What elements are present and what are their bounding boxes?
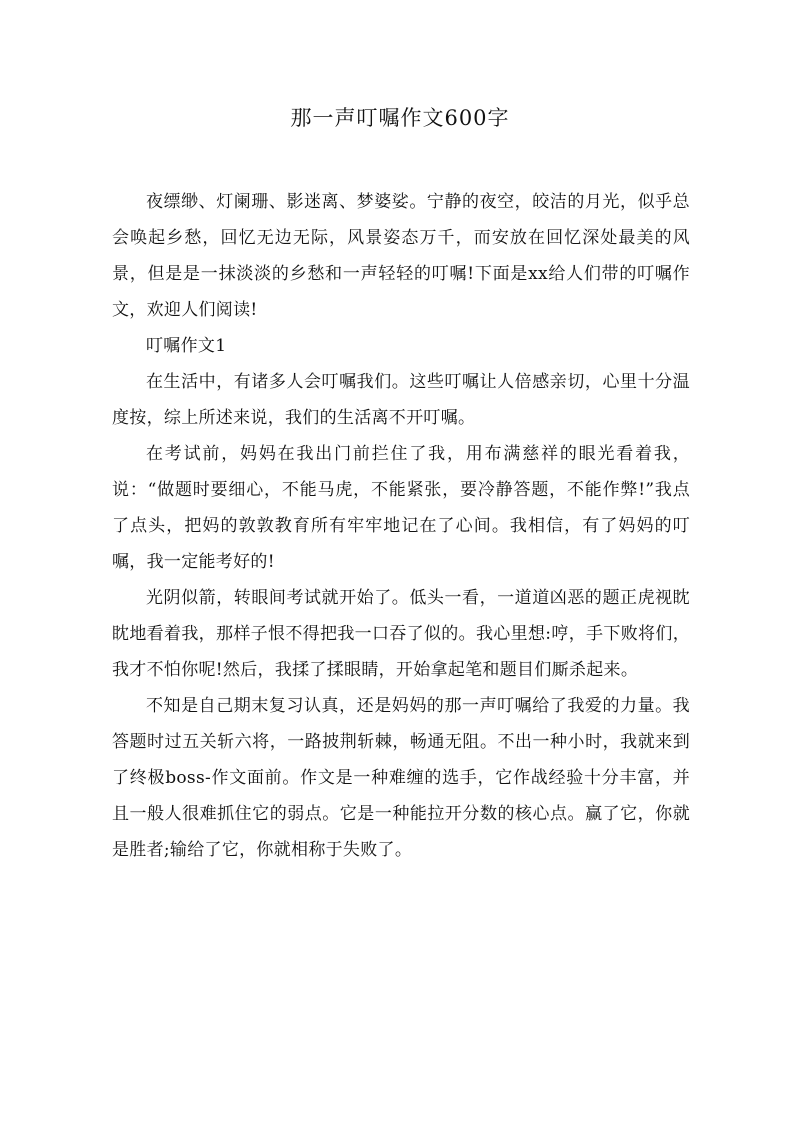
section-heading: 叮嘱作文1 [146, 336, 227, 356]
paragraph: 在考试前，妈妈在我出门前拦住了我，用布满慈祥的眼光看着我，说：“做题时要细心，不能马虎，不能紧张，要冷静答题，不能作弊!”我点了点头，把妈的敦敦教育所有牢牢地记在了心间。我相信，有了妈妈的叮嘱，我一定能考好的! [112, 444, 690, 572]
paragraph-intro: 夜缥缈、灯阑珊、影迷离、梦婆娑。宁静的夜空，皎洁的月光，似乎总会唤起乡愁，回忆无边无际，风景姿态万千，而安放在回忆深处最美的风景，但是是一抹淡淡的乡愁和一声轻轻的叮嘱!下面是xx给人们带的叮嘱作文，欢迎人们阅读! [112, 192, 690, 320]
document-title: 那一声叮嘱作文600字 [290, 106, 510, 130]
paragraph: 光阴似箭，转眼间考试就开始了。低头一看，一道道凶恶的题正虎视眈眈地看着我，那样子恨不得把我一口吞了似的。我心里想:哼，手下败将们，我才不怕你呢!然后，我揉了揉眼睛，开始拿起笔和题目们厮杀起来。 [112, 588, 690, 680]
document-body [112, 184, 690, 868]
paragraph: 不知是自己期末复习认真，还是妈妈的那一声叮嘱给了我爱的力量。我答题时过五关斩六将，一路披荆斩棘，畅通无阻。不出一种小时，我就来到了终极boss-作文面前。作文是一种难缠的选手，它作战经验十分丰富，并且一般人很难抓住它的弱点。它是一种能拉开分数的核心点。赢了它，你就是胜者;输给了它，你就相称于失败了。 [112, 696, 690, 860]
paragraph: 在生活中，有诸多人会叮嘱我们。这些叮嘱让人倍感亲切，心里十分温度按，综上所述来说，我们的生活离不开叮嘱。 [112, 372, 690, 428]
